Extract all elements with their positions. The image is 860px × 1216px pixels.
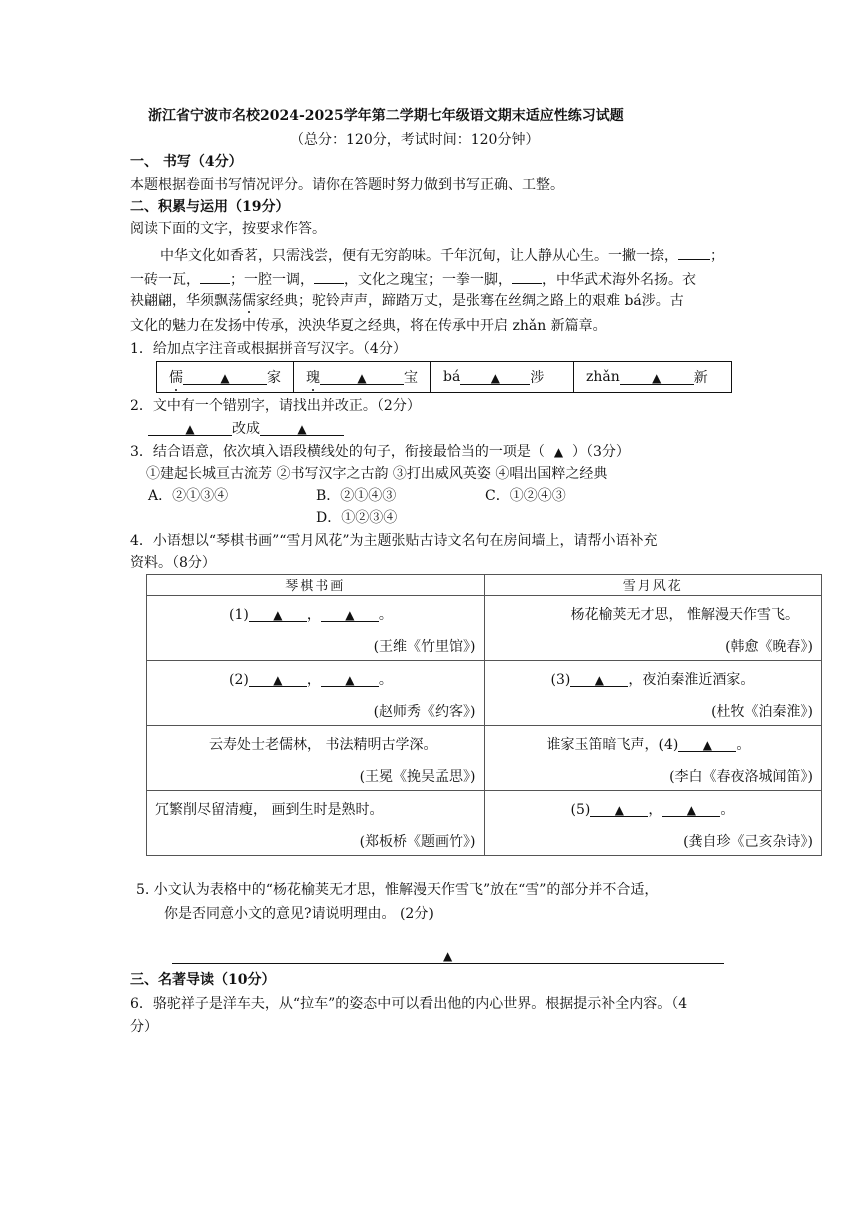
table-row — [147, 791, 822, 856]
poem-cell[interactable]: (1) ▲ ， ▲ 。 (王维《竹里馆》) — [147, 596, 485, 661]
answer-cell-1[interactable]: 儒 ▲ 家 — [157, 362, 294, 392]
question-6-line-1: 6．骆驼祥子是洋车夫，从“拉车”的姿态中可以看出他的内心世界。根据提示补全内容。（4 — [130, 996, 688, 1012]
question-6-line-2: 分） — [130, 1019, 158, 1035]
section-3-heading: 三、名著导读（10分） — [130, 972, 276, 988]
option-c[interactable]: C．①②④③ — [485, 488, 566, 504]
question-1-stem: 1．给加点字注音或根据拼音写汉字。（4分） — [130, 341, 407, 357]
question-4-stem-line-1: 4．小语想以“琴棋书画”“雪月风花”为主题张贴古诗文名句在房间墙上，请帮小语补充 — [130, 533, 658, 549]
passage-line-1: 中华文化如香茗，只需浅尝，便有无穷韵味。千年沉甸，让人静从心生。一撇一捺， ； — [160, 245, 724, 265]
passage-line-2: 一砖一瓦， ；一腔一调， ，文化之瑰宝；一拳一脚， ，中华武术海外名扬。衣 — [130, 269, 696, 289]
question-5-answer-mark: ▲ — [443, 949, 453, 963]
poem-table — [146, 574, 822, 856]
poem-cell[interactable]: (2) ▲ ， ▲ 。 (赵师秀《约客》) — [147, 661, 485, 726]
column-header-xueyuefenghua: 雪月风花 — [484, 575, 822, 596]
section-2-instruction: 阅读下面的文字，按要求作答。 — [130, 221, 326, 237]
poem-cell[interactable]: 谁家玉笛暗飞声，(4) ▲ 。 (李白《春夜洛城闻笛》) — [484, 726, 822, 791]
question-4-stem-line-2: 资料。（8分） — [130, 555, 216, 571]
column-header-qinqishuhua: 琴棋书画 — [147, 575, 485, 596]
question-3-statements: ①建起长城亘古流芳 ②书写汉字之古韵 ③打出威风英姿 ④唱出国粹之经典 — [146, 466, 608, 482]
question-2-stem: 2．文中有一个错别字，请找出并改正。（2分） — [130, 398, 421, 414]
question-3-answer-mark: ▲ — [553, 445, 564, 459]
question-3-stem: 3．结合语意，依次填入语段横线处的句子，衔接最恰当的一项是（ ▲ ）（3分） — [130, 444, 630, 460]
poem-cell[interactable]: (5) ▲ ， ▲ 。 (龚自珍《己亥杂诗》) — [484, 791, 822, 856]
question-5-line-2: 你是否同意小文的意见?请说明理由。 (2分) — [164, 906, 434, 922]
section-1-text: 本题根据卷面书写情况评分。请你在答题时努力做到书写正确、工整。 — [130, 177, 564, 193]
question-5-line-1: 5. 小文认为表格中的“杨花榆荚无才思，惟解漫天作雪飞”放在“雪”的部分并不合适， — [136, 882, 659, 898]
exam-title: 浙江省宁波市名校2024-2025学年第二学期七年级语文期末适应性练习试题 — [148, 108, 624, 124]
poem-cell[interactable]: (3) ▲ ，夜泊秦淮近酒家。 (杜牧《泊秦淮》) — [484, 661, 822, 726]
table-row — [147, 661, 822, 726]
poem-cell: 冗繁削尽留清瘦， 画到生时是熟时。 (郑板桥《题画竹》) — [147, 791, 485, 856]
passage-line-3: 袂翩翩，华须飘荡儒家经典；驼铃声声，蹄踏万丈，是张骞在丝绸之路上的艰难 bá涉。古 — [130, 293, 684, 309]
answer-cell-4[interactable]: zhǎn ▲ 新 — [586, 369, 708, 386]
question-5-answer-line[interactable] — [172, 963, 724, 964]
exam-subtitle: （总分：120分，考试时间：120分钟） — [290, 132, 540, 148]
pinyin-answer-box — [156, 361, 732, 393]
table-row — [147, 596, 822, 661]
answer-cell-2[interactable]: 瑰 ▲ 宝 — [294, 362, 431, 392]
passage-line-4: 文化的魅力在发扬中传承，泱泱华夏之经典，将在传承中开启 zhǎn 新篇章。 — [130, 318, 607, 334]
option-a[interactable]: A．②①③④ — [148, 488, 229, 504]
question-2-answer[interactable]: ▲ 改成 ▲ — [148, 421, 344, 438]
answer-cell-3[interactable]: bá ▲ 涉 — [431, 362, 574, 392]
table-row — [147, 726, 822, 791]
section-1-heading: 一、 书写（4分） — [130, 154, 243, 170]
poem-cell: 云寿处士老儒林， 书法精明古学深。 (王冕《挽吴孟思》) — [147, 726, 485, 791]
option-b[interactable]: B．②①④③ — [316, 488, 397, 504]
poem-cell: 杨花榆荚无才思， 惟解漫天作雪飞。 (韩愈《晚春》) — [484, 596, 822, 661]
section-2-heading: 二、积累与运用（19分） — [130, 199, 290, 215]
option-d[interactable]: D．①②③④ — [316, 510, 398, 526]
